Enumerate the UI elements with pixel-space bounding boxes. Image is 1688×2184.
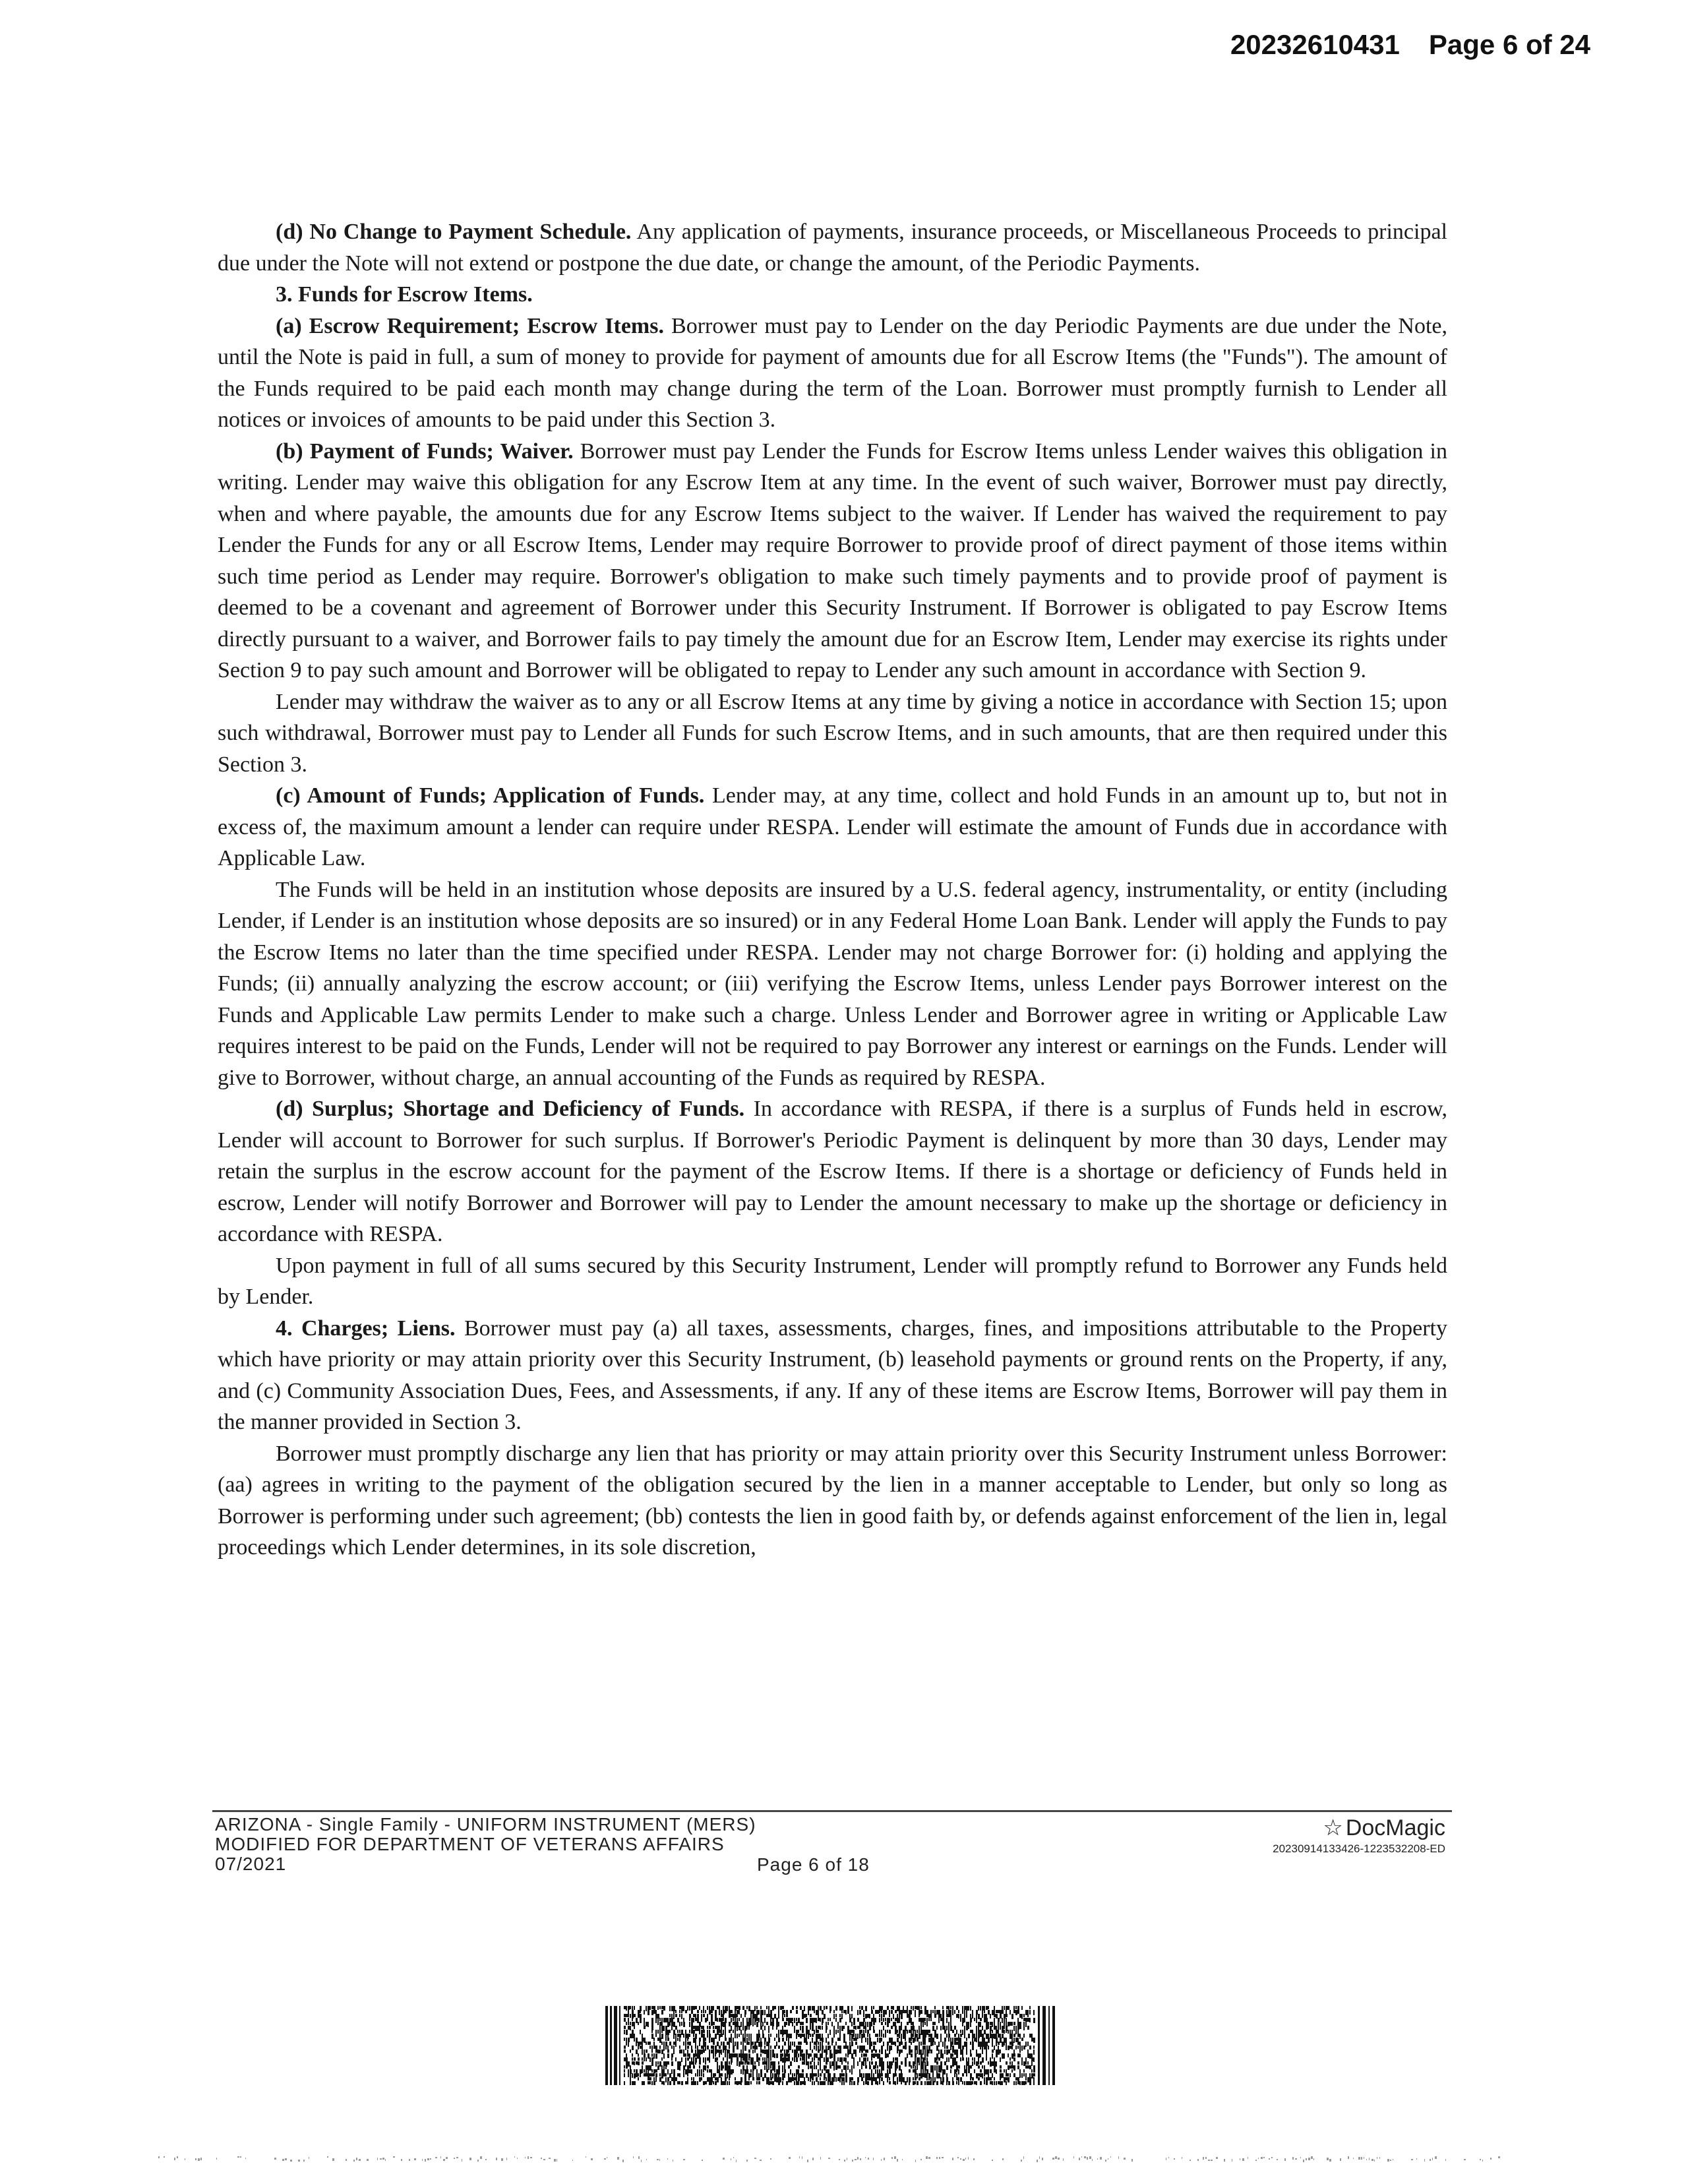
document-number: 20232610431 [1230, 29, 1400, 60]
docmagic-logo [1273, 1815, 1445, 1856]
star-icon: ☆ [1323, 1815, 1343, 1840]
paragraph-text: Upon payment in full of all sums secured by this Security Instrument, Lender will promptly refund to Borrower any Funds held by Lender. [218, 1253, 1447, 1309]
scan-artifact [158, 2156, 1510, 2163]
paragraph-text: Borrower must pay (a) all taxes, assessments, charges, fines, and impositions attributable to the Property which have priority or may attain priority over this Security Instrument, (b) leasehold payments or ground rents on the Property, if any, and (c) Community Association Dues, Fees, and Assessments, if any. If any of these items are Escrow Items, Borrower will pay them in the manner provided in Section 3. [218, 1316, 1447, 1434]
paragraph-heading: (d) No Change to Payment Schedule. [276, 220, 632, 244]
paragraph-text: Any application of payments, insurance proceeds, or Miscellaneous Proceeds to principal due under the Note will not extend or postpone the due date, or change the amount, of the Periodic Payments. [218, 220, 1447, 276]
brand-name: DocMagic [1345, 1815, 1445, 1840]
paragraph-heading: (a) Escrow Requirement; Escrow Items. [276, 313, 664, 338]
paragraph [218, 686, 1447, 781]
brand-code: 20230914133426-1223532208-ED [1273, 1842, 1445, 1855]
section-title: 3. Funds for Escrow Items. [276, 282, 533, 307]
page-indicator: Page 6 of 24 [1428, 29, 1590, 60]
paragraph-text: The Funds will be held in an institution whose deposits are insured by a U.S. federal agency, instrumentality, or entity (including Lender, if Lender is an institution whose deposits are so insured) or in any Federal Home Loan Bank. Lender will apply the Funds to pay the Escrow Items no later than the time specified under RESPA. Lender may not charge Borrower for: (i) holding and applying the Funds; (ii) annually analyzing the escrow account; or (iii) verifying the Escrow Items, unless Lender pays Borrower interest on the Funds and Applicable Law permits Lender to make such a charge. Unless Lender and Borrower agree in writing or Applicable Law requires interest to be paid on the Funds, Lender will not be required to pay Borrower any interest or earnings on the Funds. Lender will give to Borrower, without charge, an annual accounting of the Funds as required by RESPA. [218, 877, 1447, 1090]
paragraph [218, 780, 1447, 874]
barcode-image [605, 2006, 1058, 2085]
paragraph-heading: (c) Amount of Funds; Application of Funds. [276, 783, 705, 808]
paragraph-text: Lender may withdraw the waiver as to any or all Escrow Items at any time by giving a notice in accordance with Section 15; upon such withdrawal, Borrower must pay to Lender all Funds for such Escrow Items, and in such amounts, that are then required under this Section 3. [218, 689, 1447, 777]
paragraph [218, 436, 1447, 686]
paragraph [218, 311, 1447, 436]
paragraph [218, 1438, 1447, 1563]
paragraph [218, 1093, 1447, 1250]
paragraph-text: In accordance with RESPA, if there is a surplus of Funds held in escrow, Lender will account to Borrower for such surplus. If Borrower's Periodic Payment is delinquent by more than 30 days, Lender may retain the surplus in the escrow account for the payment of the Escrow Items. If there is a shortage or deficiency of Funds held in escrow, Lender will notify Borrower and Borrower will pay to Lender the amount necessary to make up the shortage or deficiency in accordance with RESPA. [218, 1097, 1447, 1246]
document-body [218, 216, 1447, 1563]
paragraph-text: Lender may, at any time, collect and hold Funds in an amount up to, but not in excess of, the maximum amount a lender can require under RESPA. Lender will estimate the amount of Funds due in accordance with Applicable Law. [218, 783, 1447, 870]
paragraph-heading: 4. Charges; Liens. [276, 1316, 456, 1341]
paragraph-text: Borrower must pay Lender the Funds for Escrow Items unless Lender waives this obligation in writing. Lender may waive this obligation for any Escrow Item at any time. In the event of such waiver, Borrower must pay directly, when and where payable, the amounts due for any Escrow Items subject to the waiver. If Lender has waived the requirement to pay Lender the Funds for any or all Escrow Items, Lender may require Borrower to provide proof of direct payment of those items within such time period as Lender may require. Borrower's obligation to make such timely payments and to provide proof of payment is deemed to be a covenant and agreement of Borrower under this Security Instrument. If Borrower is obligated to pay Escrow Items directly pursuant to a waiver, and Borrower fails to pay timely the amount due for an Escrow Item, Lender may exercise its rights under Section 9 to pay such amount and Borrower will be obligated to repay to Lender any such amount in accordance with Section 9. [218, 439, 1448, 682]
form-subtitle-line: MODIFIED FOR DEPARTMENT OF VETERANS AFFAIRS [215, 1834, 725, 1854]
paragraph-text: Borrower must promptly discharge any lien that has priority or may attain priority over this Security Instrument unless Borrower: (aa) agrees in writing to the payment of the obligation secured by the lien in a manner acceptable to Lender, but only so long as Borrower is performing under such agreement; (bb) contests the lien in good faith by, or defends against enforcement of the lien in, legal proceedings which Lender determines, in its sole discretion, [218, 1441, 1447, 1560]
paragraph-heading: (b) Payment of Funds; Waiver. [276, 439, 574, 464]
footer-divider [212, 1810, 1452, 1812]
paragraph [218, 216, 1447, 279]
section-heading [218, 279, 1447, 311]
paragraph-text: Borrower must pay to Lender on the day Periodic Payments are due under the Note, until the Note is paid in full, a sum of money to provide for payment of amounts due for all Escrow Items (the "Funds"). The amount of the Funds required to be paid each month may change during the term of the Loan. Borrower must promptly furnish to Lender all notices or invoices of amounts to be paid under this Section 3. [218, 313, 1447, 432]
form-title-line: ARIZONA - Single Family - UNIFORM INSTRUMENT (MERS) [215, 1814, 756, 1835]
paragraph [218, 1250, 1447, 1313]
form-page-number: Page 6 of 18 [757, 1854, 870, 1875]
page-header [1230, 29, 1590, 61]
paragraph [218, 1313, 1447, 1438]
paragraph [218, 874, 1447, 1094]
paragraph-heading: (d) Surplus; Shortage and Deficiency of Funds. [276, 1097, 745, 1121]
form-date: 07/2021 [215, 1854, 287, 1874]
